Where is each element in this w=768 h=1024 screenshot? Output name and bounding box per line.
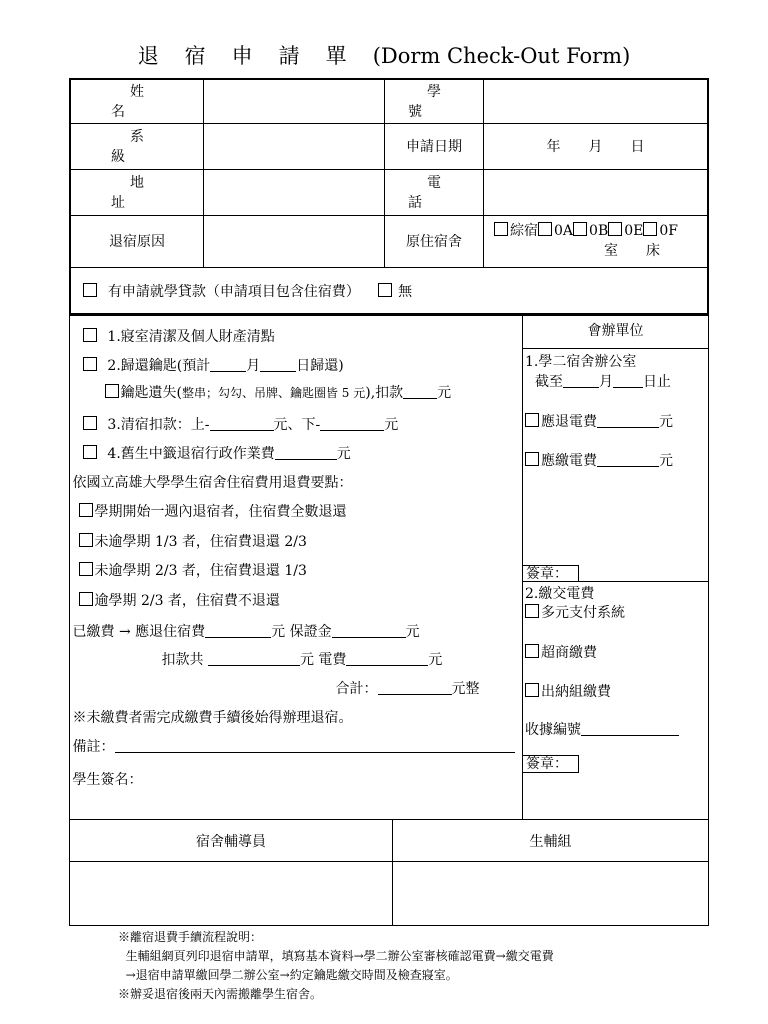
student-affairs-signature-field[interactable]	[393, 862, 709, 926]
cutoff-label: 截至	[535, 374, 563, 390]
apply-date-field[interactable]: 年 月 日	[484, 123, 709, 169]
name-field[interactable]	[204, 79, 385, 123]
deduct-row	[162, 649, 443, 669]
address-label: 地址	[111, 175, 182, 211]
item2-row	[83, 355, 344, 375]
refund-row-4	[79, 590, 280, 610]
item4-row	[83, 443, 351, 463]
item3-label: 3.清宿扣款：上-	[107, 416, 210, 433]
refund-checkbox-1[interactable]	[79, 503, 93, 517]
advisor-signature-field[interactable]	[70, 862, 393, 926]
unpaid-note: ※未繳費者需完成繳費手續後始得辦理退宿。	[72, 709, 353, 726]
item3-row	[83, 414, 399, 434]
refund-checkbox-3[interactable]	[79, 562, 93, 576]
notes-line-1: ※離宿退費手續流程說明：	[118, 930, 263, 944]
loan-checkbox[interactable]	[83, 283, 97, 297]
dorm-option-4: 0E	[624, 223, 644, 239]
item4-checkbox[interactable]	[83, 445, 97, 459]
key-lost-yuan: 元	[437, 384, 452, 401]
pay-elec-checkbox[interactable]	[525, 452, 539, 466]
loan-label: 有申請就學貸款（申請項目包含住宿費）	[107, 283, 360, 300]
pay-elec-yuan: 元	[659, 453, 673, 469]
payment-stamp-label: 簽章：	[523, 755, 579, 773]
remark-field[interactable]	[115, 738, 515, 753]
refund-row-3	[79, 560, 307, 580]
student-id-field[interactable]	[484, 79, 709, 123]
item3-lower: 元、下-	[273, 416, 321, 433]
dorm-checkbox-3[interactable]	[573, 222, 587, 236]
item2-label: 2.歸還鑰匙(預計	[107, 357, 211, 374]
refund-label-2: 未逾學期 1/3 者，住宿費退還 2/3	[94, 533, 307, 550]
item3-yuan: 元	[384, 416, 399, 433]
room-bed: 室 床	[604, 243, 660, 259]
dorm-checkbox-5[interactable]	[643, 222, 657, 236]
refund-elec-yuan: 元	[659, 414, 673, 430]
item2-day: 日歸還)	[296, 357, 344, 374]
total-label: 合計：	[335, 680, 378, 697]
refund-row-1	[79, 501, 347, 521]
pay-option-1	[525, 602, 625, 622]
pay-checkbox-1[interactable]	[525, 604, 539, 618]
payment-title: 2.繳交電費	[525, 586, 595, 602]
deposit-label: 元 保證金	[271, 623, 332, 640]
title-chinese: 退宿申請單	[137, 44, 373, 68]
orig-dorm-label: 原住宿舍	[385, 215, 484, 267]
key-lost-label: 鑰匙遺失(	[120, 384, 182, 401]
student-id-label: 學號	[408, 84, 479, 121]
cutoff-day: 日止	[643, 374, 671, 390]
refund-label-3: 未逾學期 2/3 者，住宿費退還 1/3	[94, 562, 307, 579]
item1-checkbox[interactable]	[83, 328, 97, 342]
item4-label: 4.舊生中籤退宿行政作業費	[107, 445, 275, 462]
pay-checkbox-3[interactable]	[525, 683, 539, 697]
title-english: (Dorm Check-Out Form)	[372, 44, 631, 68]
key-lost-row	[105, 382, 452, 402]
dorm-checkbox-4[interactable]	[608, 222, 622, 236]
dept-field[interactable]	[204, 123, 385, 169]
dorm-checkbox-1[interactable]	[494, 222, 508, 236]
receipt-field[interactable]	[581, 721, 679, 736]
phone-field[interactable]	[484, 169, 709, 215]
pay-label-1: 多元支付系統	[541, 605, 625, 621]
student-affairs-label: 生輔組	[393, 820, 709, 862]
right-panel-title: 會辦單位	[523, 314, 708, 349]
page-title	[0, 40, 768, 70]
pay-label-3: 出納組繳費	[541, 684, 611, 700]
pay-option-2	[525, 642, 597, 662]
dorm-option-2: 0A	[554, 223, 574, 239]
process-notes	[118, 928, 554, 1004]
receipt-row	[525, 719, 679, 739]
dorm-option-5: 0F	[659, 223, 678, 239]
refund-elec-label: 應退電費	[541, 414, 597, 430]
item1-row	[83, 326, 275, 346]
total-row	[336, 678, 480, 698]
dorm-option-1: 綜宿	[510, 223, 538, 239]
remark-row	[73, 736, 515, 756]
pay-label-2: 超商繳費	[541, 645, 597, 661]
remark-label: 備註：	[72, 738, 115, 755]
refund-row-2	[79, 531, 307, 551]
key-lost-detail: 整串；勾勾、吊牌、鑰匙圈皆 5 元	[181, 385, 366, 400]
refund-label-4: 逾學期 2/3 者，住宿費不退還	[94, 592, 280, 609]
dorm-checkbox-2[interactable]	[538, 222, 552, 236]
office-title: 1.學二宿舍辦公室	[525, 354, 637, 370]
key-lost-deduct: ),扣款	[365, 384, 404, 401]
apply-date-label: 申請日期	[385, 123, 484, 169]
item2-month: 月	[246, 357, 261, 374]
reason-field[interactable]	[204, 215, 385, 267]
approval-table	[69, 819, 709, 926]
checklist-panel	[70, 314, 523, 820]
elec-label: 元 電費	[299, 651, 347, 668]
refund-title: 依國立高雄大學學生宿舍住宿費用退費要點：	[72, 474, 353, 491]
applicant-info-table	[69, 78, 709, 316]
pay-option-3	[525, 681, 611, 701]
paid-label: 已繳費 → 應退住宿費	[72, 623, 206, 640]
office-section	[523, 349, 708, 582]
refund-checkbox-4[interactable]	[79, 592, 93, 606]
dept-label: 系級	[111, 129, 182, 165]
item1-label: 1.寢室清潔及個人財產清點	[107, 328, 275, 345]
notes-line-3: →退宿申請單繳回學二辦公室→約定鑰匙繳交時間及檢查寢室。	[118, 968, 458, 982]
refund-label-1: 學期開始一週內退宿者，住宿費全數退還	[94, 503, 347, 520]
pay-checkbox-2[interactable]	[525, 644, 539, 658]
item2-checkbox[interactable]	[83, 357, 97, 371]
phone-label: 電話	[408, 175, 479, 211]
checkout-details-table	[69, 313, 709, 820]
notes-line-2: 生輔組網頁列印退宿申請單，填寫基本資料→學二辦公室審核確認電費→繳交電費	[118, 949, 554, 963]
dorm-option-3: 0B	[589, 223, 609, 239]
name-label: 姓名	[111, 84, 182, 121]
loan-none-checkbox[interactable]	[378, 283, 392, 297]
reason-label: 退宿原因	[70, 215, 204, 267]
paid-row	[73, 621, 420, 641]
payment-section	[523, 582, 708, 818]
right-panel	[523, 314, 709, 820]
receipt-label: 收據編號	[525, 722, 581, 738]
signature-row	[73, 769, 143, 789]
office-cutoff	[535, 371, 671, 391]
refund-checkbox-2[interactable]	[79, 533, 93, 547]
refund-elec-row	[525, 411, 673, 431]
elec-yuan: 元	[428, 651, 443, 668]
loan-none-label: 無	[398, 283, 413, 300]
cutoff-month: 月	[599, 374, 613, 390]
advisor-label: 宿舍輔導員	[70, 820, 393, 862]
deduct-label: 扣款共	[161, 651, 204, 668]
key-lost-checkbox[interactable]	[105, 384, 119, 398]
pay-elec-label: 應繳電費	[541, 453, 597, 469]
item3-checkbox[interactable]	[83, 416, 97, 430]
office-stamp-label: 簽章：	[523, 565, 579, 582]
deposit-yuan: 元	[405, 623, 420, 640]
refund-elec-checkbox[interactable]	[525, 413, 539, 427]
pay-elec-row	[525, 450, 673, 470]
signature-label: 學生簽名：	[72, 771, 143, 788]
address-field[interactable]	[204, 169, 385, 215]
item4-yuan: 元	[336, 445, 351, 462]
total-end: 元整	[451, 680, 480, 697]
notes-line-4: ※辦妥退宿後兩天內需搬離學生宿舍。	[118, 987, 323, 1001]
